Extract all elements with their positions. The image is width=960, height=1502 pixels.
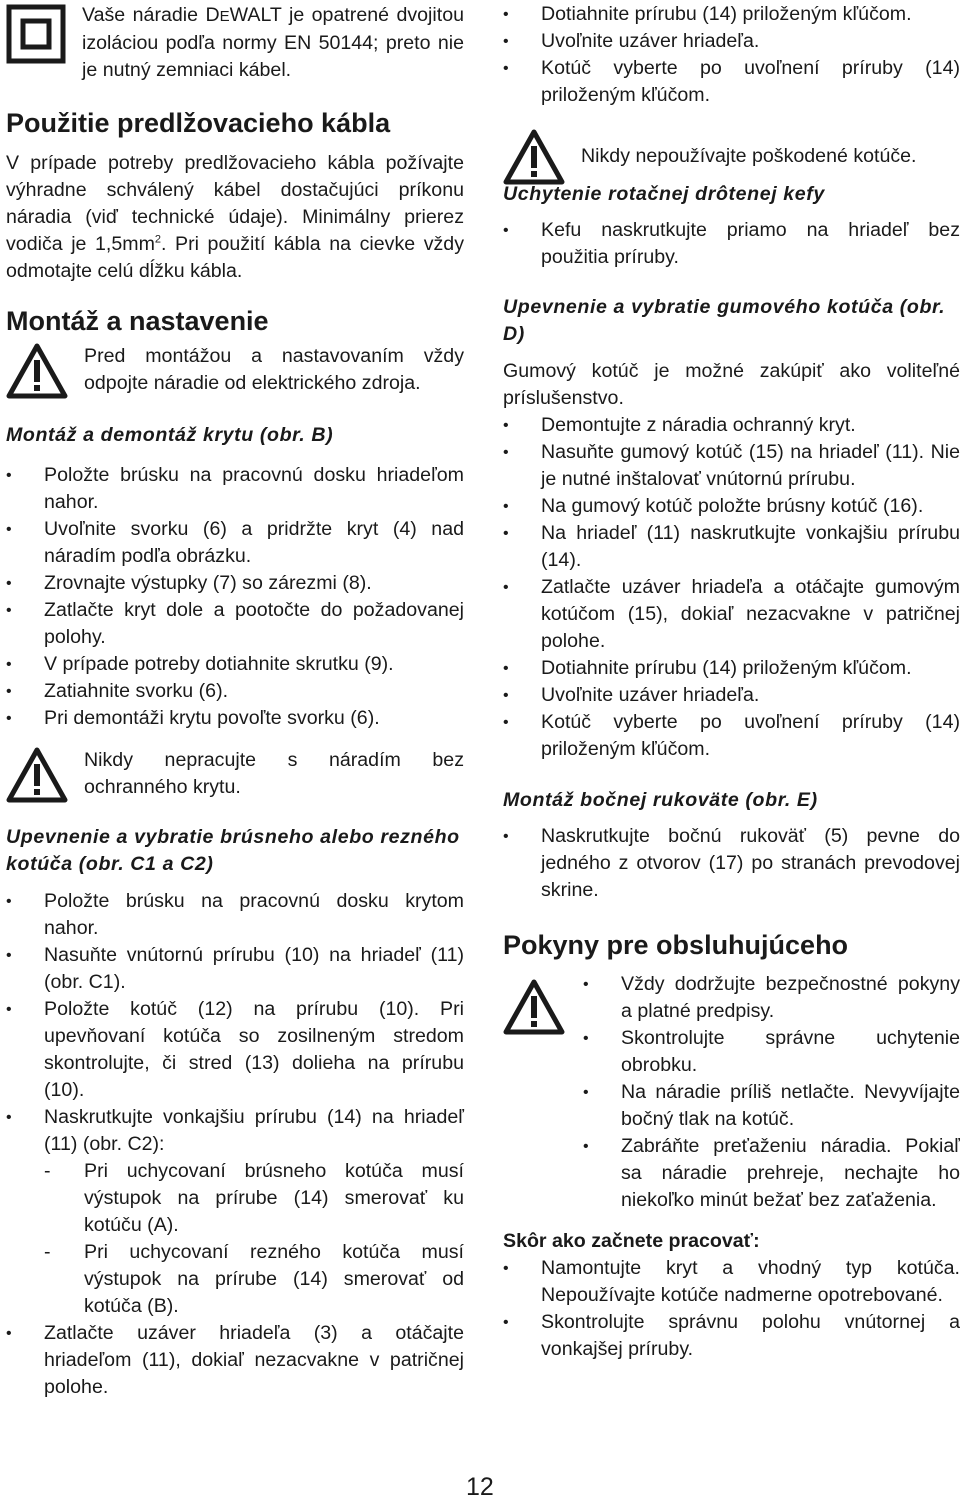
list-item: • Kefu naskrutkujte priamo na hriadeľ bez použitia príruby. <box>503 217 960 271</box>
disc-heading: Upevnenie a vybratie brúsneho alebo rezného kotúča (obr. C1 a C2) <box>6 826 460 875</box>
double-insulation-text: Vaše náradie DEWALT je opatrené dvojitou izoláciou podľa normy EN 50144; preto nie je nutný zemniaci kábel. <box>82 4 464 81</box>
operator-instructions-list <box>583 971 960 1214</box>
list-item: • Zatlačte uzáver hriadeľa a otáčajte gumovým kotúčom (15), dokiaľ nezacvakne v patričnej polohe. <box>503 574 960 655</box>
guard-heading: Montáž a demontáž krytu (obr. B) <box>6 424 334 446</box>
list-item: • Uvoľnite uzáver hriadeľa. <box>503 682 960 709</box>
warning-icon <box>6 747 68 803</box>
brush-steps-list <box>503 217 960 271</box>
list-item: • Zatlačte uzáver hriadeľa (3) a otáčajte hriadeľom (11), dokiaľ nezacvakne v patričnej polohe. <box>6 1320 464 1401</box>
list-item: • Na gumový kotúč položte brúsny kotúč (16). <box>503 493 960 520</box>
list-item: • Nasuňte gumový kotúč (15) na hriadeľ (11). Nie je nutné inštalovať vnútornú prírubu. <box>503 439 960 493</box>
left-column <box>6 0 464 1401</box>
before-work-heading: Skôr ako začnete pracovať: <box>503 1230 760 1252</box>
damaged-disc-warning <box>503 129 960 185</box>
rubber-disc-text: Gumový kotúč je možné zakúpiť ako voliteľné príslušenstvo. <box>503 360 960 409</box>
list-item: • Pri demontáži krytu povoľte svorku (6). <box>6 705 464 732</box>
list-item: • Zrovnajte výstupky (7) so zárezmi (8). <box>6 570 464 597</box>
rubber-disc-steps-list <box>503 412 960 763</box>
list-item: • Zatiahnite svorku (6). <box>6 678 464 705</box>
assembly-warning <box>6 343 464 399</box>
double-insulation-note <box>6 2 464 84</box>
list-item: • Položte brúsku na pracovnú dosku hriadeľom nahor. <box>6 462 464 516</box>
page-number: 12 <box>466 1473 494 1501</box>
assembly-heading: Montáž a nastavenie <box>6 306 269 336</box>
list-item: • Namontujte kryt a vhodný typ kotúča. Nepoužívajte kotúče nadmerne opotrebované. <box>503 1255 960 1309</box>
list-item: • Vždy dodržujte bezpečnostné pokyny a platné predpisy. <box>583 971 960 1025</box>
operator-warning <box>503 971 960 1214</box>
warning-icon <box>503 129 565 185</box>
list-item: • Skontrolujte správne uchytenie obrobku. <box>583 1025 960 1079</box>
list-item: • Naskrutkujte bočnú rukoväť (5) pevne do jedného z otvorov (17) po stranách prevodovej skrine. <box>503 823 960 904</box>
guard-warning <box>6 747 464 803</box>
extension-cable-text: V prípade potreby predlžovacieho kábla požívajte výhradne schválený kábel dostačujúci príkonu náradia (viď technické údaje). Minimálny prierez vodiča je $1,5mm^2$. Pri použití kábla na cievke vždy odmotajte celú dĺžku kábla. <box>6 152 464 282</box>
guard-warning-text: Nikdy nepracujte s náradím bez ochranného krytu. <box>84 749 464 798</box>
list-item: • Nasuňte vnútornú prírubu (10) na hriadeľ (11) (obr. C1). <box>6 942 464 996</box>
list-item: • Kotúč vyberte po uvoľnení príruby (14) priloženým kľúčom. <box>503 55 960 109</box>
list-item: • Naskrutkujte vonkajšiu prírubu (14) na hriadeľ (11) (obr. C2): <box>6 1104 464 1158</box>
damaged-disc-warning-text: Nikdy nepoužívajte poškodené kotúče. <box>581 145 917 167</box>
list-item: • Skontrolujte správnu polohu vnútornej a vonkajšej príruby. <box>503 1309 960 1363</box>
list-item: • Dotiahnite prírubu (14) priloženým kľúčom. <box>503 1 960 28</box>
list-item: • Kotúč vyberte po uvoľnení príruby (14) priloženým kľúčom. <box>503 709 960 763</box>
right-column <box>503 0 960 1363</box>
disc-steps-list <box>6 888 464 1401</box>
side-handle-steps-list <box>503 823 960 904</box>
list-item: • Uvoľnite uzáver hriadeľa. <box>503 28 960 55</box>
list-item: • Na náradie príliš netlačte. Nevyvíjajte bočný tlak na kotúč. <box>583 1079 960 1133</box>
side-handle-heading: Montáž bočnej rukoväte (obr. E) <box>503 789 818 811</box>
operator-heading: Pokyny pre obsluhujúceho <box>503 930 849 960</box>
list-item: • Uvoľnite svorku (6) a pridržte kryt (4) nad náradím podľa obrázku. <box>6 516 464 570</box>
list-item: • Zatlačte kryt dole a pootočte do požadovanej polohy. <box>6 597 464 651</box>
warning-icon <box>503 979 565 1035</box>
list-item: • Zabráňte preťaženiu náradia. Pokiaľ sa náradie prehreje, nechajte ho niekoľko minút bežať bez zaťaženia. <box>583 1133 960 1214</box>
guard-steps-list <box>6 462 464 732</box>
sub-list-item: - Pri uchycovaní rezného kotúča musí výstupok na prírube (14) smerovať od kotúča (B). <box>6 1239 464 1320</box>
sub-list-item: - Pri uchycovaní brúsneho kotúča musí výstupok na prírube (14) smerovať ku kotúču (A). <box>6 1158 464 1239</box>
list-item: • Na hriadeľ (11) naskrutkujte vonkajšiu prírubu (14). <box>503 520 960 574</box>
assembly-warning-text: Pred montážou a nastavovaním vždy odpojte náradie od elektrického zdroja. <box>84 345 464 394</box>
warning-icon <box>6 343 68 399</box>
list-item: • Dotiahnite prírubu (14) priloženým kľúčom. <box>503 655 960 682</box>
before-work-list <box>503 1255 960 1363</box>
rubber-disc-heading: Upevnenie a vybratie gumového kotúča (obr. D) <box>503 296 946 345</box>
brush-heading: Uchytenie rotačnej drôtenej kefy <box>503 183 825 205</box>
list-item: • V prípade potreby dotiahnite skrutku (9). <box>6 651 464 678</box>
removal-steps-list <box>503 1 960 109</box>
double-insulation-icon <box>6 4 66 64</box>
extension-cable-heading: Použitie predlžovacieho kábla <box>6 108 391 138</box>
list-item: • Položte kotúč (12) na prírubu (10). Pri upevňovaní kotúča so zosilneným stredom skontrolujte, či stred (13) dolieha na prírubu (10). <box>6 996 464 1104</box>
list-item: • Položte brúsku na pracovnú dosku krytom nahor. <box>6 888 464 942</box>
list-item: • Demontujte z náradia ochranný kryt. <box>503 412 960 439</box>
